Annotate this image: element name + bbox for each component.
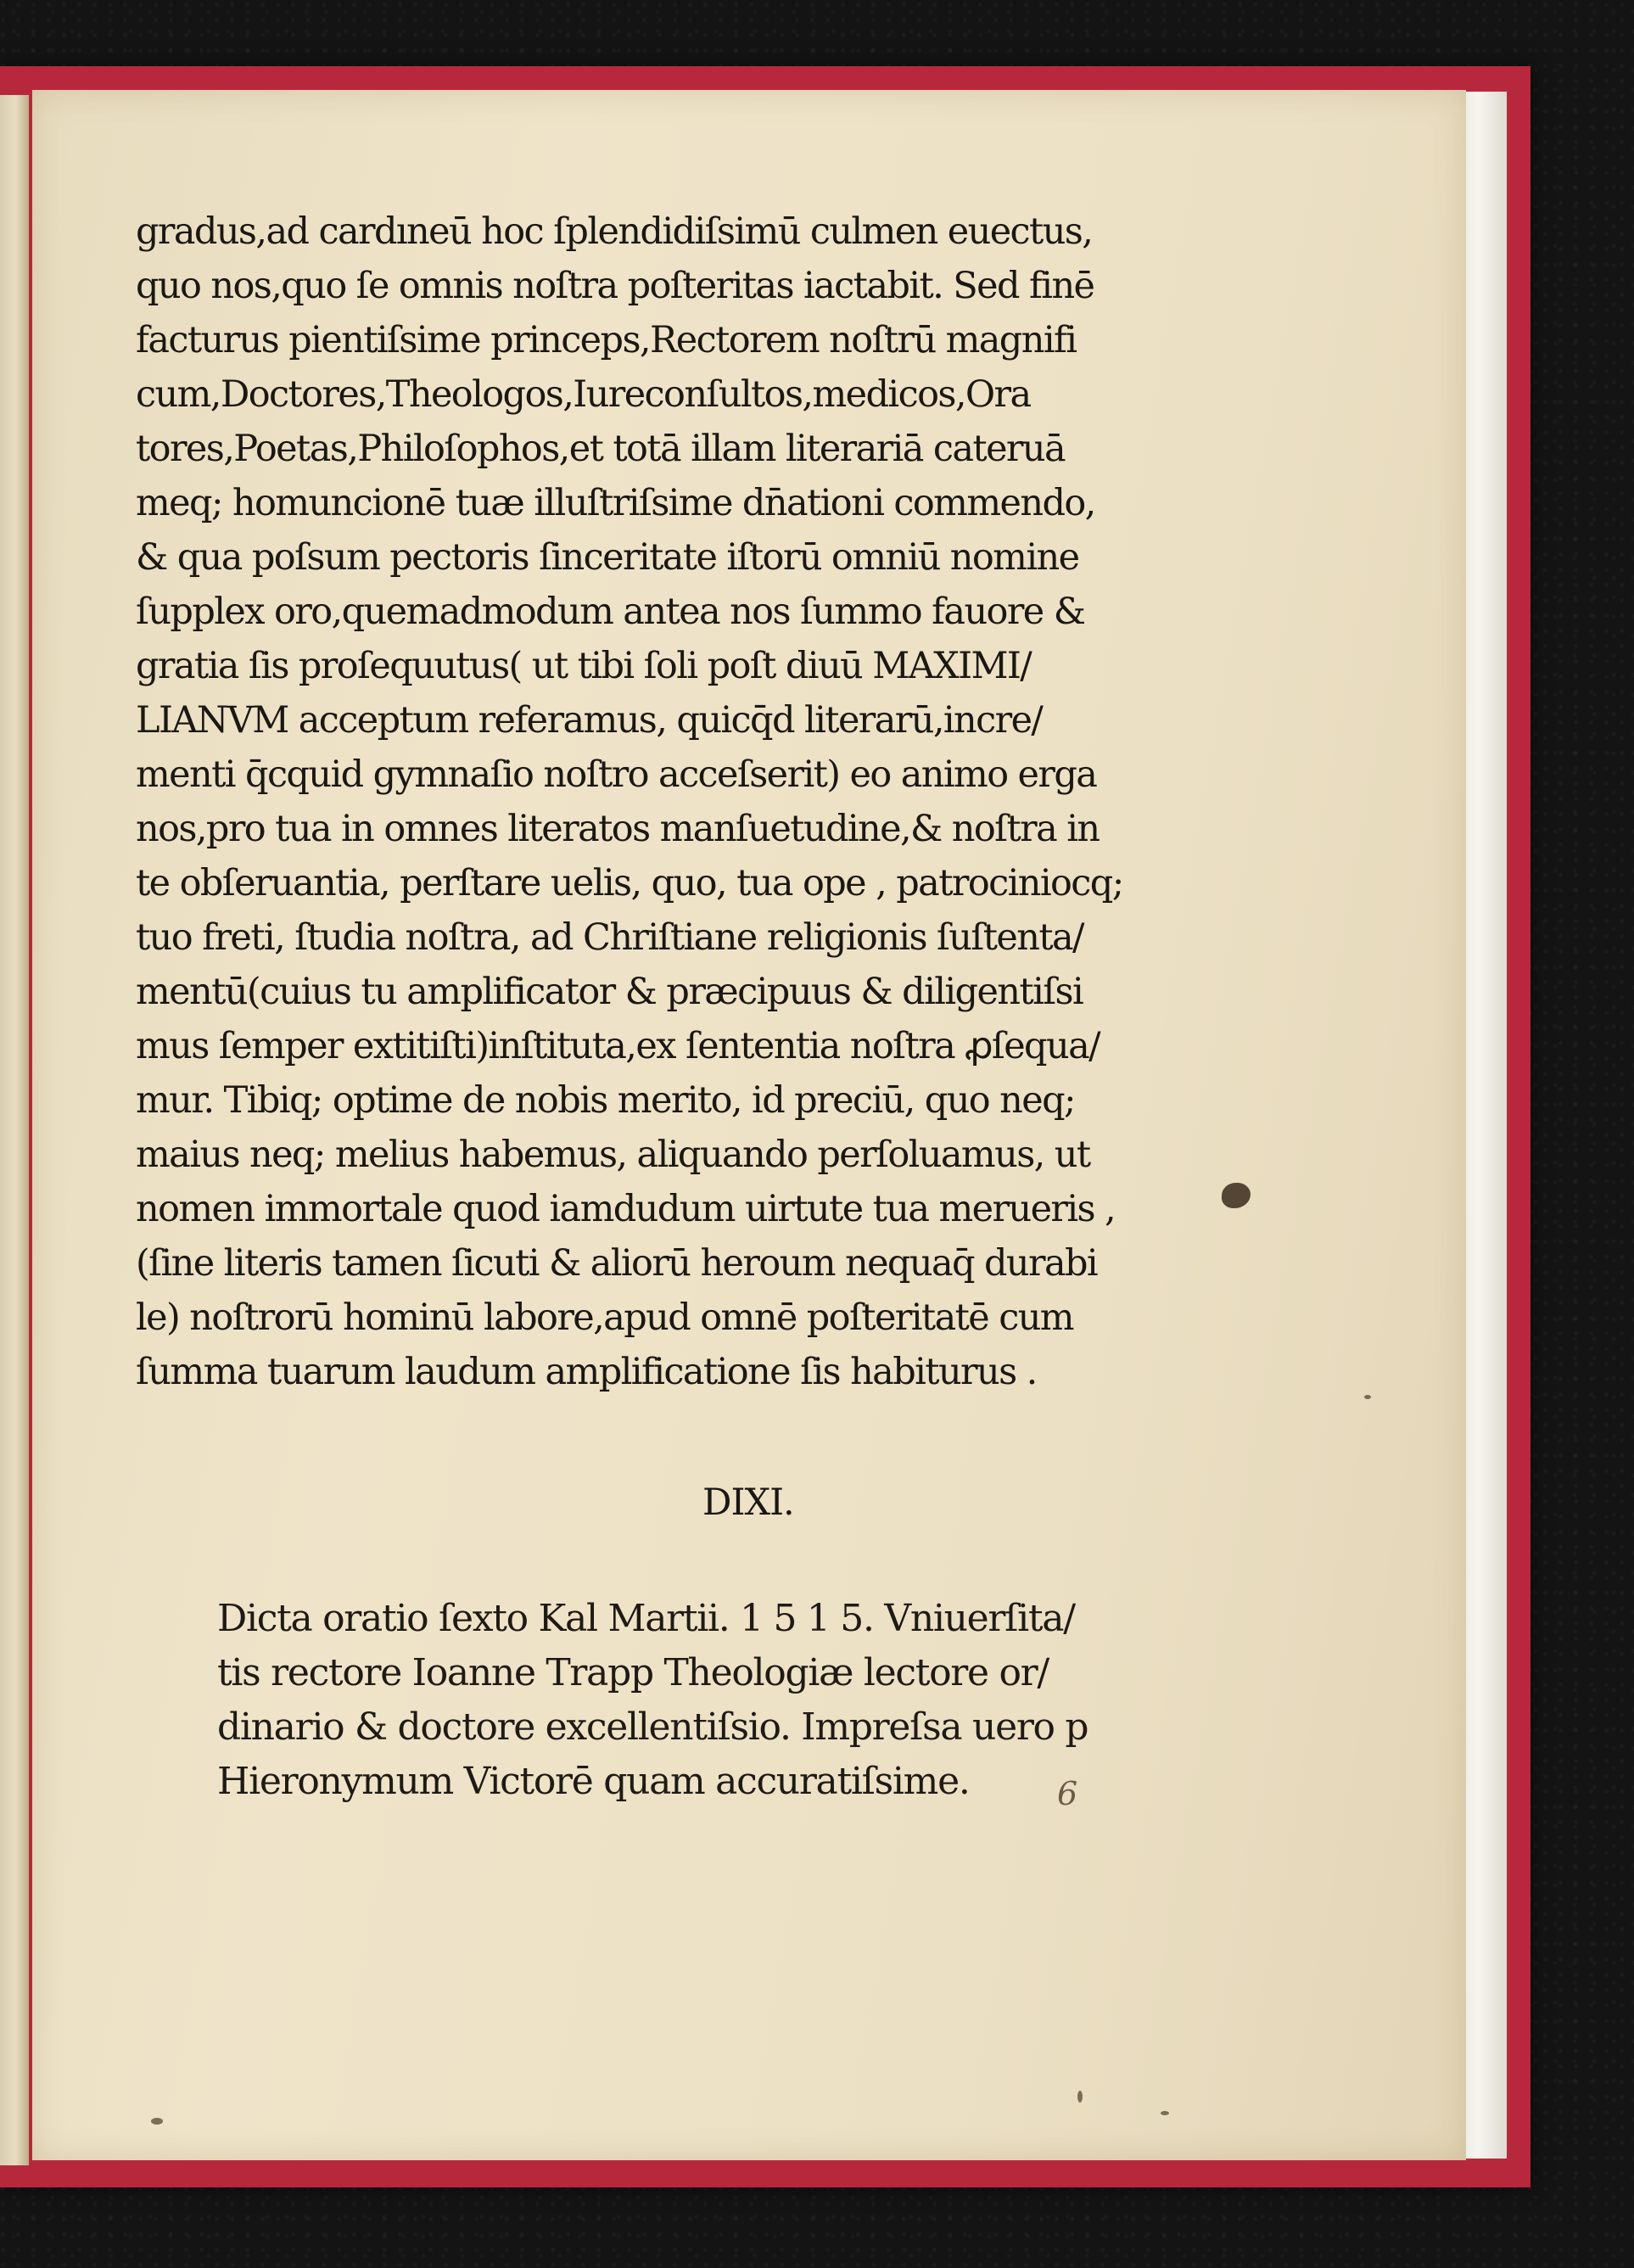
colophon-line: Dicta oratio ſexto Kal Martii. 1 5 1 5. Vniuerſita/	[217, 1597, 1075, 1640]
colophon-line: tis rectore Ioanne Trapp Theologiæ lectore or/	[217, 1651, 1049, 1694]
text-line: mus ſemper extitiſti)inſtituta,ex ſententia noſtra ꝓſequa/	[136, 1025, 1100, 1067]
text-line: maius neq; melius habemus, aliquando perſoluamus, ut	[136, 1134, 1090, 1176]
text-line: facturus pientiſsime princeps,Rectorem noſtrū magnifi	[136, 319, 1077, 361]
text-line: & qua poſsum pectoris ſinceritate iſtorū omniū nomine	[136, 536, 1079, 579]
folio-mark: 6	[1057, 1775, 1078, 1812]
text-line: gratia ſis proſequutus( ut tibi ſoli poſt diuū MAXIMI/	[136, 645, 1032, 687]
text-line: nos,pro tua in omnes literatos manſuetudine,& noſtra in	[136, 808, 1100, 850]
text-line: gradus,ad cardıneū hoc ſplendidiſsimū culmen euectus,	[136, 210, 1093, 253]
paper-speck	[1161, 2111, 1169, 2115]
colophon-line: Hieronymum Victorē quam accuratiſsime.	[217, 1760, 970, 1803]
paper-speck	[1364, 1395, 1371, 1399]
text-line: (ſine literis tamen ſicuti & aliorū heroum nequaq̄ durabi	[136, 1242, 1098, 1285]
ink-blot	[1222, 1183, 1251, 1208]
facing-page-edge	[0, 95, 29, 2165]
text-line: menti q̄cquid gymnaſio noſtro acceſserit) eo animo erga	[136, 753, 1097, 796]
text-line: ſumma tuarum laudum amplificatione ſis habiturus .	[136, 1351, 1037, 1393]
text-line: ſupplex oro,quemadmodum antea nos ſummo fauore &	[136, 591, 1085, 633]
text-line: meq; homuncionē tuæ illuſtriſsime dn̄ationi commendo,	[136, 482, 1095, 524]
text-line: tores,Poetas,Philoſophos,et totā illam literariā cateruā	[136, 428, 1066, 470]
text-line: nomen immortale quod iamdudum uirtute tua merueris ,	[136, 1188, 1116, 1230]
text-line: mentū(cuius tu amplificator & præcipuus & diligentiſsi	[136, 971, 1083, 1013]
paper-speck	[151, 2118, 163, 2125]
text-line: tuo freti, ſtudia noſtra, ad Chriſtiane religionis ſuſtenta/	[136, 916, 1083, 959]
colophon-line: dinario & doctore excellentiſsio. Impreſsa uero p	[217, 1705, 1088, 1749]
book-page	[32, 90, 1466, 2160]
paper-speck	[1077, 2091, 1083, 2103]
text-line: quo nos,quo ſe omnis noſtra poſteritas iactabit. Sed finē	[136, 265, 1094, 307]
main-text-block	[136, 204, 1196, 1399]
colophon-block	[217, 1592, 1193, 1809]
closing-word: DIXI.	[702, 1481, 794, 1524]
text-line: te obſeruantia, perſtare uelis, quo, tua ope , patrociniocq;	[136, 862, 1123, 904]
text-line: le) noſtrorū hominū labore,apud omnē poſteritatē cum	[136, 1296, 1073, 1339]
text-line: cum,Doctores,Theologos,Iureconſultos,medicos,Ora	[136, 373, 1031, 416]
text-line: mur. Tibiq; optime de nobis merito, id preciū, quo neq;	[136, 1079, 1075, 1122]
text-line: LIANVM acceptum referamus, quicq̄d literarū,incre/	[136, 699, 1043, 742]
